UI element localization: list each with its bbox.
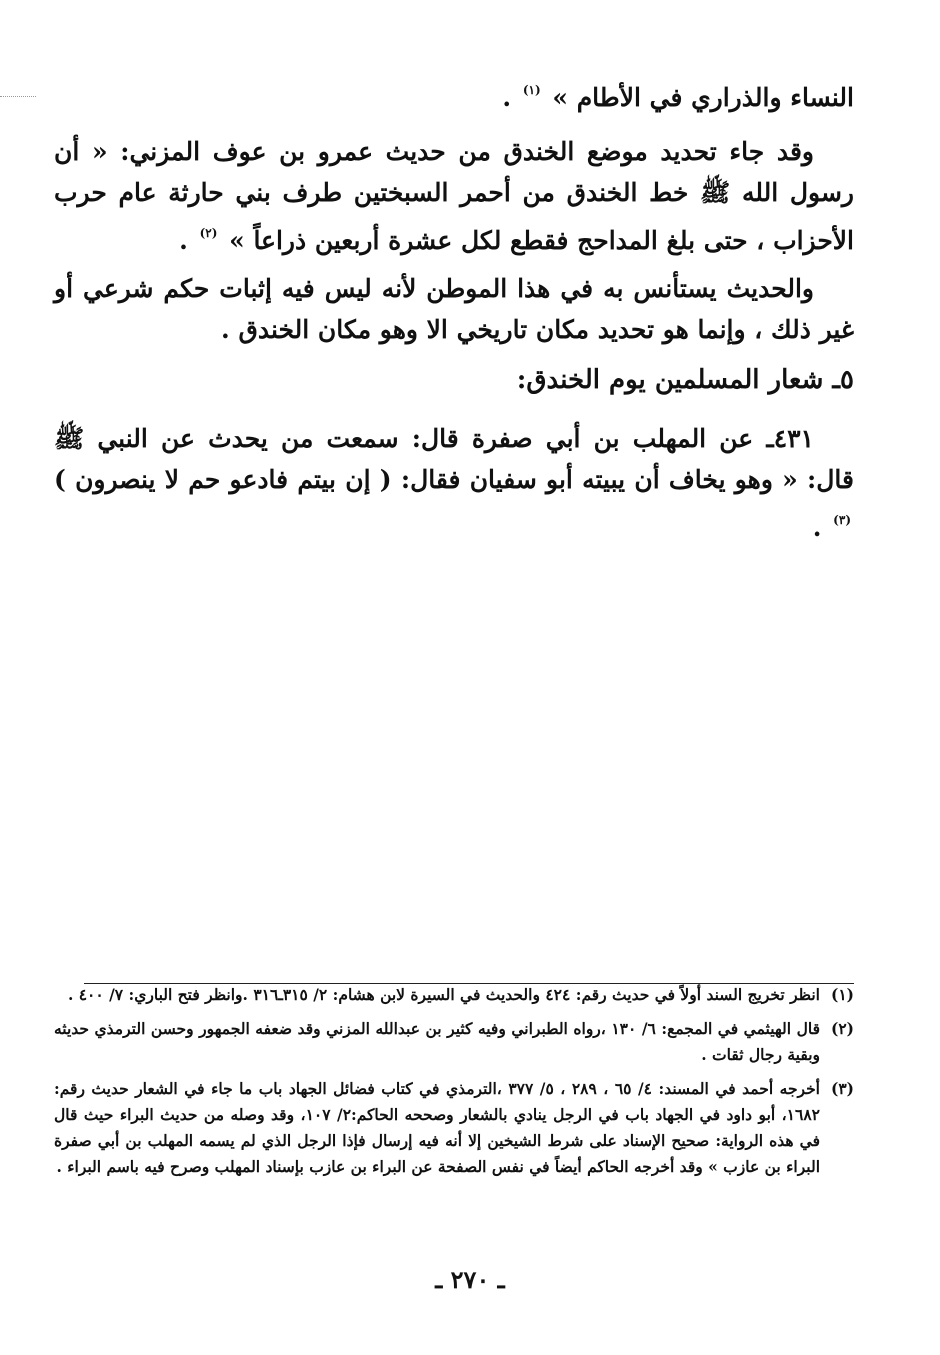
footnote-marker-2: (٢) <box>199 226 218 240</box>
footnote-text: انظر تخريج السند أولاً في حديث رقم: ٤٢٤ والحديث في السيرة لابن هشام: ٢/ ٣١٥ـ٣١٦ .وانظر فتح الباري: ٧/ ٤٠٠ . <box>67 985 820 1004</box>
paragraph-2-text: والحديث يستأنس به في هذا الموطن لأنه ليس فيه إثبات حكم شرعي أو غير ذلك ، وإنما هو تحديد مكان تاريخي الا وهو مكان الخندق . <box>54 274 854 344</box>
footnote-3 <box>54 1076 854 1180</box>
footnote-number: (٢) <box>830 1019 854 1038</box>
paragraph-1-text: وقد جاء تحديد موضع الخندق من حديث عمرو بن عوف المزني: « أن رسول الله ﷺ خط الخندق من أحمر السبختين طرف بني حارثة عام حرب الأحزاب ، حتى بلغ المداحج فقطع لكل عشرة أربعين ذراعاً » <box>54 137 854 255</box>
footnote-number: (٣) <box>830 1079 854 1098</box>
footnotes-block <box>54 982 854 1188</box>
top-line-text: النساء والذراري في الأطام » <box>552 83 854 112</box>
paragraph-hadith-note <box>54 268 854 350</box>
page-number: ـ ٢٧٠ ـ <box>435 1265 505 1294</box>
paragraph-3-tail: . <box>812 513 822 542</box>
paragraph-hadith-431 <box>54 418 854 548</box>
footnote-marker-1: (١) <box>522 83 541 97</box>
footnote-number: (١) <box>830 985 854 1004</box>
footnote-text: قال الهيثمي في المجمع: ٦/ ١٣٠ ،رواه الطبراني وفيه كثير بن عبدالله المزني وقد ضعفه الجمهور وحسن الترمذي حديثه وبقية رجال ثقات . <box>54 1019 820 1064</box>
footnote-2 <box>54 1016 854 1068</box>
footnote-text: أخرجه أحمد في المسند: ٤/ ٦٥ ، ٢٨٩ ، ٥/ ٣٧٧ ،الترمذي في كتاب فضائل الجهاد باب ما جاء في الشعار حديث رقم: ١٦٨٢، أبو داود في الجهاد باب في الرجل ينادي بالشعار وصححه الحاكم:٢/ ١٠٧، وقد وصله من حديث البراء حيث قال في هذه الرواية: صحيح الإسناد على شرط الشيخين إلا أنه فيه إرسال فإذا الرجل الذي لم يسمه المهلب بن أبي صفرة البراء بن عازب » وقد أخرجه الحاكم أيضاً في نفس الصفحة عن البراء بن عازب بإسناد المهلب وصرح فيه باسم البراء . <box>54 1079 820 1176</box>
top-line-tail: . <box>502 83 512 112</box>
paragraph-3-text: ٤٣١ـ عن المهلب بن أبي صفرة قال: سمعت من يحدث عن النبي ﷺ قال: « وهو يخاف أن يبيته أبو سفيان فقال: ( إن بيتم فادعو حم لا ينصرون ) <box>54 424 854 494</box>
footnote-1 <box>54 982 854 1008</box>
section-heading: ٥ـ شعار المسلمين يوم الخندق: <box>516 365 854 395</box>
paragraph-trench-location <box>54 131 854 261</box>
paragraph-1-tail: . <box>179 226 188 255</box>
margin-mark <box>0 96 36 97</box>
top-continuation-line <box>54 70 854 118</box>
footnote-marker-3: (٣) <box>833 513 851 527</box>
